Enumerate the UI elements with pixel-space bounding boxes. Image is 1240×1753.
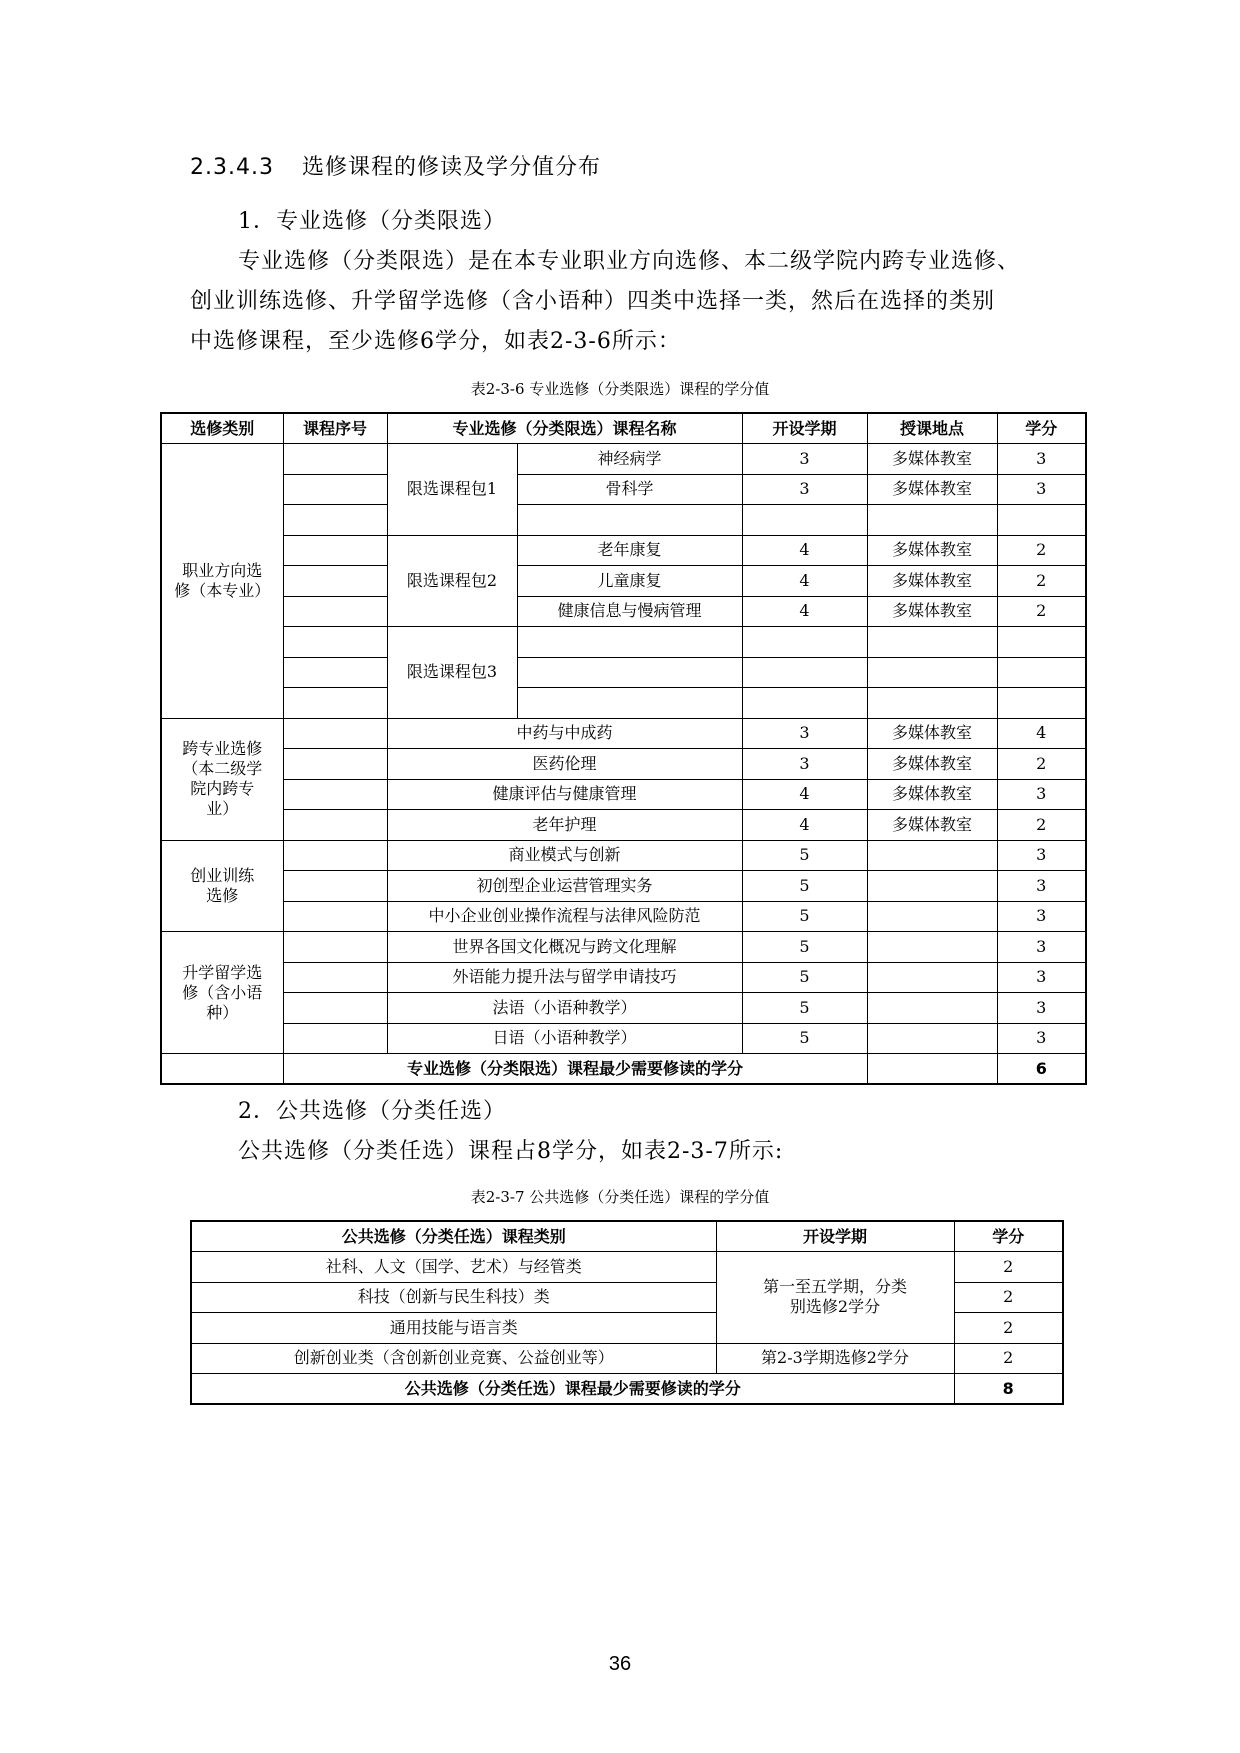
section-title: 选修课程的修读及学分值分布 — [301, 155, 601, 180]
credit-cell: 4 — [997, 718, 1086, 749]
category-cell — [161, 840, 283, 932]
table-row — [161, 749, 1086, 780]
empty-cell — [161, 1054, 283, 1085]
place-cell: 多媒体教室 — [867, 596, 997, 627]
course-number-cell — [283, 657, 387, 688]
category-text: 跨专业选修 — [182, 739, 263, 758]
term-cell — [742, 688, 867, 719]
term-cell: 4 — [742, 566, 867, 597]
place-cell — [867, 871, 997, 902]
credit-cell: 2 — [997, 566, 1086, 597]
term-cell: 3 — [742, 718, 867, 749]
category-cell: 通用技能与语言类 — [191, 1313, 716, 1344]
table-row — [161, 688, 1086, 719]
credit-cell: 3 — [997, 1023, 1086, 1054]
subsection-1-title: 1．专业选修（分类限选） — [238, 209, 506, 234]
term-cell: 5 — [742, 932, 867, 963]
table-row — [161, 962, 1086, 993]
category-text: 职业方向选 — [182, 560, 263, 580]
term-cell: 4 — [742, 779, 867, 810]
table-row — [161, 932, 1086, 963]
credit-cell: 3 — [997, 901, 1086, 932]
paragraph-line: 创业训练选修、升学留学选修（含小语种）四类中选择一类，然后在选择的类别 — [190, 289, 996, 314]
place-cell: 多媒体教室 — [867, 749, 997, 780]
credit-cell: 2 — [954, 1282, 1063, 1313]
category-text: 选修 — [206, 885, 239, 905]
term-cell: 5 — [742, 840, 867, 871]
category-cell — [161, 444, 283, 719]
credit-cell: 3 — [997, 444, 1086, 475]
page-number: 36 — [608, 1653, 632, 1675]
credit-cell: 2 — [997, 596, 1086, 627]
credit-cell: 2 — [954, 1343, 1063, 1374]
course-name-cell — [517, 505, 742, 536]
paragraph-line: 公共选修（分类任选）课程占8学分，如表2-3-7所示: — [238, 1139, 784, 1164]
table-row — [191, 1252, 1063, 1283]
table-row — [161, 444, 1086, 475]
course-name-cell — [517, 688, 742, 719]
category-text: 修（含小语 — [182, 982, 263, 1002]
term-cell: 4 — [742, 810, 867, 841]
package-cell: 限选课程包1 — [387, 444, 517, 536]
table-total-row — [161, 1054, 1086, 1085]
total-value: 8 — [954, 1374, 1063, 1405]
table-row — [161, 810, 1086, 841]
header-cell: 公共选修（分类任选）课程类别 — [191, 1221, 716, 1252]
place-cell: 多媒体教室 — [867, 535, 997, 566]
course-number-cell — [283, 749, 387, 780]
credit-cell — [997, 505, 1086, 536]
place-cell — [867, 1023, 997, 1054]
elective-credit-table — [160, 412, 1087, 1085]
category-text: 修（本专业） — [174, 580, 271, 600]
table-row — [161, 657, 1086, 688]
course-name-cell: 初创型企业运营管理实务 — [387, 871, 742, 902]
category-cell: 创新创业类（含创新创业竞赛、公益创业等） — [191, 1343, 716, 1374]
section-number: 2.3.4.3 — [190, 155, 274, 180]
course-number-cell — [283, 871, 387, 902]
credit-cell: 3 — [997, 474, 1086, 505]
course-name-cell: 老年护理 — [387, 810, 742, 841]
place-cell — [867, 901, 997, 932]
table-row — [161, 535, 1086, 566]
term-cell: 4 — [742, 596, 867, 627]
table-row — [161, 505, 1086, 536]
place-cell: 多媒体教室 — [867, 444, 997, 475]
term-cell — [716, 1252, 954, 1344]
table-row — [161, 627, 1086, 658]
term-cell: 第2-3学期选修2学分 — [716, 1343, 954, 1374]
course-number-cell — [283, 932, 387, 963]
category-text: （本二级学 — [182, 759, 263, 778]
header-cell: 开设学期 — [716, 1221, 954, 1252]
header-cell: 学分 — [954, 1221, 1063, 1252]
place-cell — [867, 993, 997, 1024]
place-cell — [867, 932, 997, 963]
term-cell — [742, 505, 867, 536]
course-number-cell — [283, 627, 387, 658]
course-number-cell — [283, 810, 387, 841]
term-cell — [742, 627, 867, 658]
category-text: 升学留学选 — [182, 962, 263, 982]
course-name-cell: 骨科学 — [517, 474, 742, 505]
subsection-2-title: 2．公共选修（分类任选） — [238, 1099, 506, 1124]
course-number-cell — [283, 840, 387, 871]
course-name-cell: 医药伦理 — [387, 749, 742, 780]
course-name-cell: 老年康复 — [517, 535, 742, 566]
term-cell: 3 — [742, 474, 867, 505]
course-name-cell — [517, 657, 742, 688]
paragraph-line: 中选修课程，至少选修6学分，如表2-3-6所示： — [190, 329, 681, 354]
course-name-cell: 法语（小语种教学） — [387, 993, 742, 1024]
credit-cell: 3 — [997, 993, 1086, 1024]
category-cell — [161, 932, 283, 1054]
term-cell: 4 — [742, 535, 867, 566]
course-name-cell: 神经病学 — [517, 444, 742, 475]
term-cell — [742, 657, 867, 688]
course-number-cell — [283, 1023, 387, 1054]
course-name-cell: 中药与中成药 — [387, 718, 742, 749]
credit-cell: 2 — [997, 810, 1086, 841]
course-name-cell: 商业模式与创新 — [387, 840, 742, 871]
total-label: 专业选修（分类限选）课程最少需要修读的学分 — [283, 1054, 867, 1085]
term-cell: 5 — [742, 1023, 867, 1054]
table-row — [191, 1343, 1063, 1374]
credit-cell: 3 — [997, 932, 1086, 963]
table-row — [161, 596, 1086, 627]
term-cell: 5 — [742, 901, 867, 932]
course-number-cell — [283, 566, 387, 597]
total-value: 6 — [997, 1054, 1086, 1085]
table-row — [161, 718, 1086, 749]
empty-cell — [867, 1054, 997, 1085]
course-name-cell: 健康信息与慢病管理 — [517, 596, 742, 627]
credit-cell — [997, 688, 1086, 719]
credit-cell: 3 — [997, 779, 1086, 810]
table-total-row — [191, 1374, 1063, 1405]
section-heading — [190, 150, 601, 181]
course-number-cell — [283, 962, 387, 993]
course-name-cell: 中小企业创业操作流程与法律风险防范 — [387, 901, 742, 932]
category-cell: 科技（创新与民生科技）类 — [191, 1282, 716, 1313]
table-header-row — [161, 413, 1086, 444]
category-cell: 社科、人文（国学、艺术）与经管类 — [191, 1252, 716, 1283]
category-text: 业） — [206, 799, 239, 818]
course-number-cell — [283, 901, 387, 932]
credit-cell — [997, 627, 1086, 658]
total-label: 公共选修（分类任选）课程最少需要修读的学分 — [191, 1374, 954, 1405]
credit-cell: 2 — [997, 749, 1086, 780]
table-row — [161, 993, 1086, 1024]
credit-cell: 3 — [997, 840, 1086, 871]
term-text: 别选修2学分 — [789, 1297, 881, 1317]
header-cell: 选修类别 — [161, 413, 283, 444]
table-row — [161, 1023, 1086, 1054]
table-header-row — [191, 1221, 1063, 1252]
table-row — [161, 901, 1086, 932]
course-name-cell: 日语（小语种教学） — [387, 1023, 742, 1054]
table-row — [161, 871, 1086, 902]
term-text: 第一至五学期，分类 — [762, 1277, 907, 1297]
course-name-cell: 世界各国文化概况与跨文化理解 — [387, 932, 742, 963]
place-cell: 多媒体教室 — [867, 779, 997, 810]
course-number-cell — [283, 596, 387, 627]
place-cell: 多媒体教室 — [867, 566, 997, 597]
credit-cell: 3 — [997, 871, 1086, 902]
place-cell — [867, 505, 997, 536]
course-number-cell — [283, 688, 387, 719]
package-cell: 限选课程包3 — [387, 627, 517, 719]
paragraph-line: 专业选修（分类限选）是在本专业职业方向选修、本二级学院内跨专业选修、 — [238, 249, 1021, 274]
table-row — [161, 474, 1086, 505]
term-cell: 5 — [742, 993, 867, 1024]
category-cell — [161, 718, 283, 840]
category-text: 创业训练 — [190, 865, 255, 885]
place-cell: 多媒体教室 — [867, 474, 997, 505]
term-cell: 5 — [742, 871, 867, 902]
course-number-cell — [283, 444, 387, 475]
term-cell: 3 — [742, 444, 867, 475]
credit-cell: 3 — [997, 962, 1086, 993]
header-cell: 课程序号 — [283, 413, 387, 444]
table-row — [161, 779, 1086, 810]
credit-cell — [997, 657, 1086, 688]
table-caption: 表2-3-7 公共选修（分类任选）课程的学分值 — [470, 1188, 770, 1206]
course-name-cell — [517, 627, 742, 658]
place-cell — [867, 962, 997, 993]
credit-cell: 2 — [954, 1252, 1063, 1283]
category-text: 种） — [206, 1002, 239, 1022]
term-cell: 3 — [742, 749, 867, 780]
course-number-cell — [283, 779, 387, 810]
place-cell: 多媒体教室 — [867, 718, 997, 749]
header-cell: 开设学期 — [742, 413, 867, 444]
place-cell — [867, 657, 997, 688]
course-number-cell — [283, 718, 387, 749]
credit-cell: 2 — [997, 535, 1086, 566]
table-caption: 表2-3-6 专业选修（分类限选）课程的学分值 — [470, 380, 770, 398]
header-cell: 学分 — [997, 413, 1086, 444]
credit-cell: 2 — [954, 1313, 1063, 1344]
package-cell: 限选课程包2 — [387, 535, 517, 627]
course-number-cell — [283, 993, 387, 1024]
course-name-cell: 外语能力提升法与留学申请技巧 — [387, 962, 742, 993]
place-cell — [867, 627, 997, 658]
place-cell — [867, 688, 997, 719]
table-row — [161, 840, 1086, 871]
course-name-cell: 儿童康复 — [517, 566, 742, 597]
course-number-cell — [283, 505, 387, 536]
header-cell: 专业选修（分类限选）课程名称 — [387, 413, 742, 444]
course-number-cell — [283, 535, 387, 566]
header-cell: 授课地点 — [867, 413, 997, 444]
place-cell — [867, 840, 997, 871]
public-elective-table — [190, 1220, 1064, 1405]
place-cell: 多媒体教室 — [867, 810, 997, 841]
course-name-cell: 健康评估与健康管理 — [387, 779, 742, 810]
term-cell: 5 — [742, 962, 867, 993]
table-row — [161, 566, 1086, 597]
course-number-cell — [283, 474, 387, 505]
category-text: 院内跨专 — [190, 779, 255, 798]
